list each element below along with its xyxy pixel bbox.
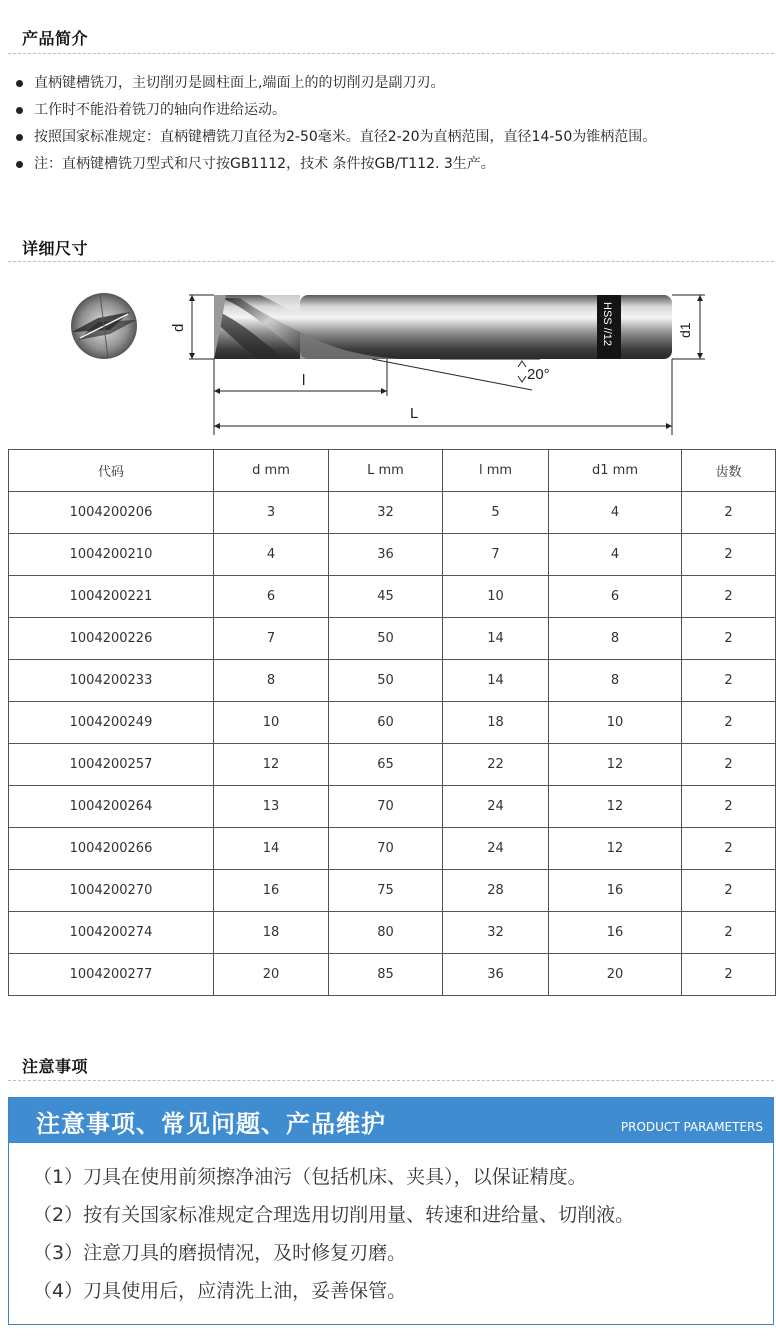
cell-code: 1004200206 [9, 492, 214, 534]
table-row [9, 492, 776, 534]
notice-item: （3）注意刀具的磨损情况，及时修复刃磨。 [33, 1242, 407, 1264]
cell-d: 20 [214, 954, 329, 996]
table-row [9, 954, 776, 996]
cell-d: 8 [214, 660, 329, 702]
table-row [9, 786, 776, 828]
dimensions-title: 详细尺寸 [22, 239, 89, 258]
cell-teeth: 2 [682, 870, 776, 912]
table-row [9, 702, 776, 744]
cell-L: 85 [329, 954, 443, 996]
notice-item: （1）刀具在使用前须擦净油污（包括机床、夹具），以保证精度。 [33, 1166, 587, 1188]
cell-teeth: 2 [682, 660, 776, 702]
cell-d: 10 [214, 702, 329, 744]
table-row [9, 576, 776, 618]
cell-teeth: 2 [682, 492, 776, 534]
flute-length-l-label: l [302, 372, 306, 389]
cell-L: 36 [329, 534, 443, 576]
cell-teeth: 2 [682, 954, 776, 996]
cell-code: 1004200249 [9, 702, 214, 744]
cell-d: 12 [214, 744, 329, 786]
cell-code: 1004200274 [9, 912, 214, 954]
bullet-dot-icon [16, 134, 23, 141]
cell-l: 7 [443, 534, 549, 576]
cell-teeth: 2 [682, 576, 776, 618]
cell-d1: 16 [549, 912, 682, 954]
cell-teeth: 2 [682, 828, 776, 870]
cell-code: 1004200264 [9, 786, 214, 828]
cell-l: 28 [443, 870, 549, 912]
cell-L: 80 [329, 912, 443, 954]
intro-bullet: 注：直柄键槽铣刀型式和尺寸按GB1112，技术 条件按GB/T112. 3生产。 [14, 151, 656, 178]
table-row [9, 828, 776, 870]
bullet-dot-icon [16, 161, 23, 168]
cell-code: 1004200270 [9, 870, 214, 912]
dimensions-divider [8, 261, 774, 262]
cell-code: 1004200257 [9, 744, 214, 786]
end-mill-dimension-drawing [0, 270, 776, 450]
cell-l: 10 [443, 576, 549, 618]
cell-d1: 4 [549, 492, 682, 534]
cell-d1: 4 [549, 534, 682, 576]
table-row [9, 744, 776, 786]
cell-d1: 20 [549, 954, 682, 996]
intro-title: 产品简介 [22, 29, 89, 48]
cell-d: 16 [214, 870, 329, 912]
cell-l: 14 [443, 618, 549, 660]
cell-code: 1004200221 [9, 576, 214, 618]
diameter-d1-label: d1 [677, 322, 693, 338]
marking-text: HSS //12 [601, 302, 613, 347]
cell-l: 24 [443, 786, 549, 828]
cell-l: 24 [443, 828, 549, 870]
cell-d1: 8 [549, 660, 682, 702]
notice-item: （2）按有关国家标准规定合理选用切削用量、转速和进给量、切削液。 [33, 1204, 635, 1226]
notice-panel [8, 1097, 774, 1325]
cell-d1: 16 [549, 870, 682, 912]
cell-code: 1004200226 [9, 618, 214, 660]
overall-length-L-label: L [410, 405, 419, 422]
cell-teeth: 2 [682, 534, 776, 576]
notes-title: 注意事项 [22, 1057, 89, 1076]
cell-l: 32 [443, 912, 549, 954]
cell-d1: 6 [549, 576, 682, 618]
table-row [9, 660, 776, 702]
notes-divider [8, 1080, 774, 1081]
table-row [9, 870, 776, 912]
cell-l: 14 [443, 660, 549, 702]
cell-d1: 8 [549, 618, 682, 660]
cell-d: 14 [214, 828, 329, 870]
cell-code: 1004200233 [9, 660, 214, 702]
cell-L: 50 [329, 618, 443, 660]
cell-L: 65 [329, 744, 443, 786]
cell-teeth: 2 [682, 744, 776, 786]
col-header-teeth: 齿数 [682, 450, 776, 492]
cell-d1: 12 [549, 828, 682, 870]
cell-teeth: 2 [682, 618, 776, 660]
cell-L: 70 [329, 828, 443, 870]
cell-d: 13 [214, 786, 329, 828]
cell-code: 1004200210 [9, 534, 214, 576]
cell-d1: 10 [549, 702, 682, 744]
col-header-d1: d1 mm [549, 450, 682, 492]
cell-teeth: 2 [682, 702, 776, 744]
table-row [9, 618, 776, 660]
notice-banner-title: 注意事项、常见问题、产品维护 [36, 1110, 386, 1138]
cell-L: 32 [329, 492, 443, 534]
cell-d: 3 [214, 492, 329, 534]
cell-d1: 12 [549, 786, 682, 828]
cell-l: 22 [443, 744, 549, 786]
col-header-l: l mm [443, 450, 549, 492]
cell-code: 1004200266 [9, 828, 214, 870]
col-header-code: 代码 [9, 450, 214, 492]
cell-L: 75 [329, 870, 443, 912]
end-face-view [71, 293, 137, 359]
notice-banner [9, 1098, 773, 1143]
bullet-dot-icon [16, 80, 23, 87]
cell-l: 36 [443, 954, 549, 996]
intro-bullet: 直柄键槽铣刀，主切削刃是圆柱面上,端面上的的切削刃是副刀刃。 [14, 70, 656, 97]
intro-bullet: 工作时不能沿着铣刀的轴向作进给运动。 [14, 97, 656, 124]
cell-d: 7 [214, 618, 329, 660]
intro-divider [8, 53, 774, 54]
diameter-d-label: d [170, 323, 187, 332]
cell-d: 4 [214, 534, 329, 576]
cell-teeth: 2 [682, 912, 776, 954]
table-header-row [9, 450, 776, 492]
col-header-L: L mm [329, 450, 443, 492]
notice-item: （4）刀具使用后，应清洗上油，妥善保管。 [33, 1280, 407, 1302]
cell-L: 50 [329, 660, 443, 702]
cell-d: 18 [214, 912, 329, 954]
dimension-table [8, 449, 776, 996]
table-row [9, 534, 776, 576]
notice-banner-subtitle: PRODUCT PARAMETERS [620, 1120, 763, 1134]
intro-bullet: 按照国家标准规定：直柄键槽铣刀直径为2-50毫米。直径2-20为直柄范围，直径14-50为锥柄范围。 [14, 124, 656, 151]
cell-d: 6 [214, 576, 329, 618]
angle-label: 20° [527, 366, 550, 383]
cell-d1: 12 [549, 744, 682, 786]
cell-L: 60 [329, 702, 443, 744]
cell-L: 70 [329, 786, 443, 828]
table-row [9, 912, 776, 954]
cell-l: 5 [443, 492, 549, 534]
col-header-d: d mm [214, 450, 329, 492]
notice-list [33, 1158, 634, 1310]
cell-code: 1004200277 [9, 954, 214, 996]
cell-teeth: 2 [682, 786, 776, 828]
bullet-dot-icon [16, 107, 23, 114]
intro-bullet-list [14, 70, 656, 178]
cell-L: 45 [329, 576, 443, 618]
cell-l: 18 [443, 702, 549, 744]
